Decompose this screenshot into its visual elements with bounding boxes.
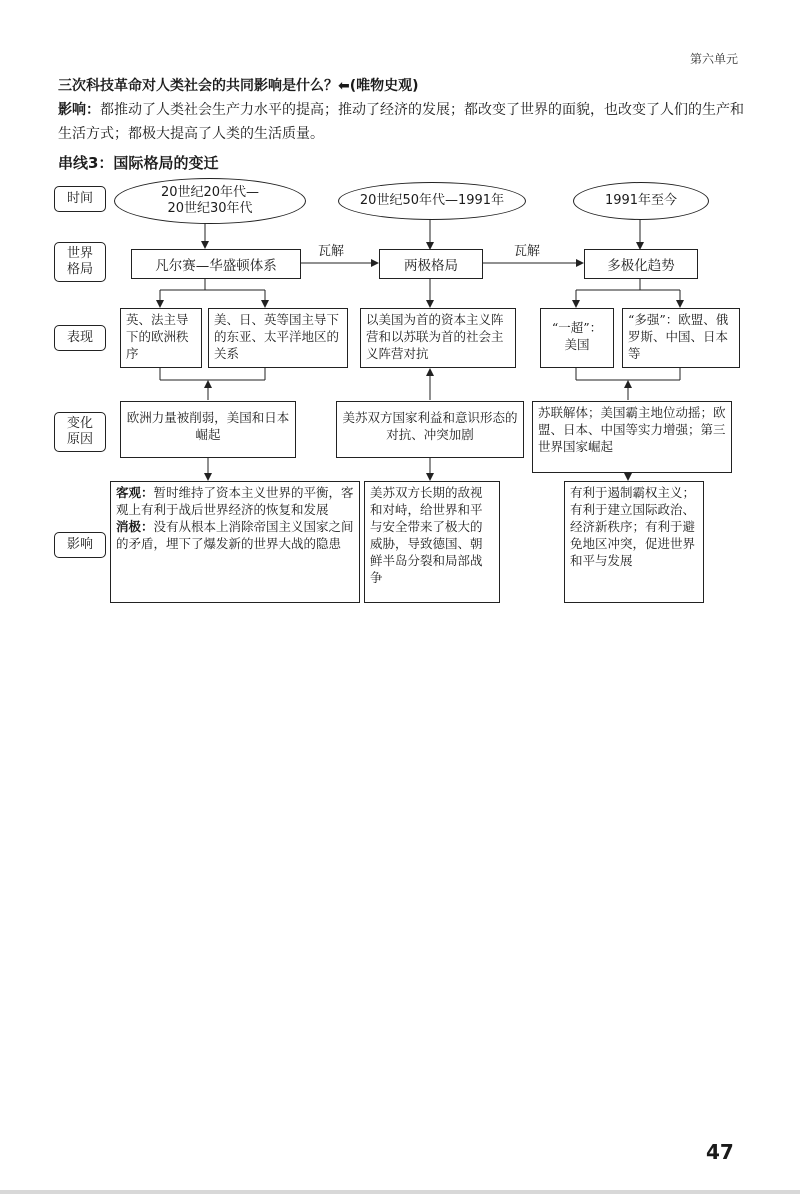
- impact-negative-text: 没有从根本上消除帝国主义国家之间的矛盾，埋下了爆发新的世界大战的隐患: [116, 519, 354, 551]
- section-title: 串线3：国际格局的变迁: [58, 154, 219, 172]
- question-tag: ⬅(唯物史观): [338, 78, 419, 94]
- page-number: 47: [706, 1140, 734, 1164]
- impact-negative-label: 消极：: [116, 519, 154, 534]
- arrow-label-1: 瓦解: [318, 244, 345, 259]
- pattern-box-2: 两极格局: [379, 249, 483, 279]
- unit-label: 第六单元: [690, 52, 739, 66]
- bottom-rule: [0, 1190, 800, 1194]
- manifest-box-1a: 英、法主导下的欧洲秩序: [120, 308, 202, 368]
- answer-label: 影响：: [58, 102, 100, 118]
- cause-box-2: 美苏双方国家利益和意识形态的对抗、冲突加剧: [336, 401, 524, 458]
- manifest-box-1b: 美、日、英等国主导下的东亚、太平洋地区的关系: [208, 308, 348, 368]
- cause-box-3: 苏联解体；美国霸主地位动摇；欧盟、日本、中国等实力增强；第三世界国家崛起: [532, 401, 732, 473]
- period-oval-2: 20世纪50年代—1991年: [338, 182, 526, 220]
- arrow-label-2: 瓦解: [514, 244, 541, 259]
- impact-positive-label: 客观：: [116, 485, 154, 500]
- row-label-pattern: 世界 格局: [54, 242, 106, 282]
- answer-text: 都推动了人类社会生产力水平的提高；推动了经济的发展；都改变了世界的面貌，也改变了人们的生产和生活方式；都极大提高了人类的生活质量。: [58, 102, 744, 142]
- period-oval-1: 20世纪20年代— 20世纪30年代: [114, 178, 306, 224]
- impact-box-2: 美苏双方长期的敌视和对峙，给世界和平与安全带来了极大的威胁，导致德国、朝鲜半岛分裂和局部战争: [364, 481, 500, 603]
- row-label-impact: 影响: [54, 532, 106, 558]
- row-label-cause: 变化 原因: [54, 412, 106, 452]
- manifest-box-2: 以美国为首的资本主义阵营和以苏联为首的社会主义阵营对抗: [360, 308, 516, 368]
- impact-positive-text: 暂时维持了资本主义世界的平衡，客观上有利于战后世界经济的恢复和发展: [116, 485, 354, 517]
- impact-box-3: 有利于遏制霸权主义；有利于建立国际政治、经济新秩序；有利于避免地区冲突，促进世界和平与发展: [564, 481, 704, 603]
- impact-box-1: [110, 481, 360, 603]
- manifest-box-3b: “多强”：欧盟、俄罗斯、中国、日本等: [622, 308, 740, 368]
- row-label-time: 时间: [54, 186, 106, 212]
- pattern-box-1: 凡尔赛—华盛顿体系: [131, 249, 301, 279]
- row-label-manifest: 表现: [54, 325, 106, 351]
- manifest-box-3a: “一超”：美国: [540, 308, 614, 368]
- pattern-box-3: 多极化趋势: [584, 249, 698, 279]
- period-oval-3: 1991年至今: [573, 182, 709, 220]
- question-text: 三次科技革命对人类社会的共同影响是什么？: [58, 78, 338, 94]
- cause-box-1: 欧洲力量被削弱，美国和日本崛起: [120, 401, 296, 458]
